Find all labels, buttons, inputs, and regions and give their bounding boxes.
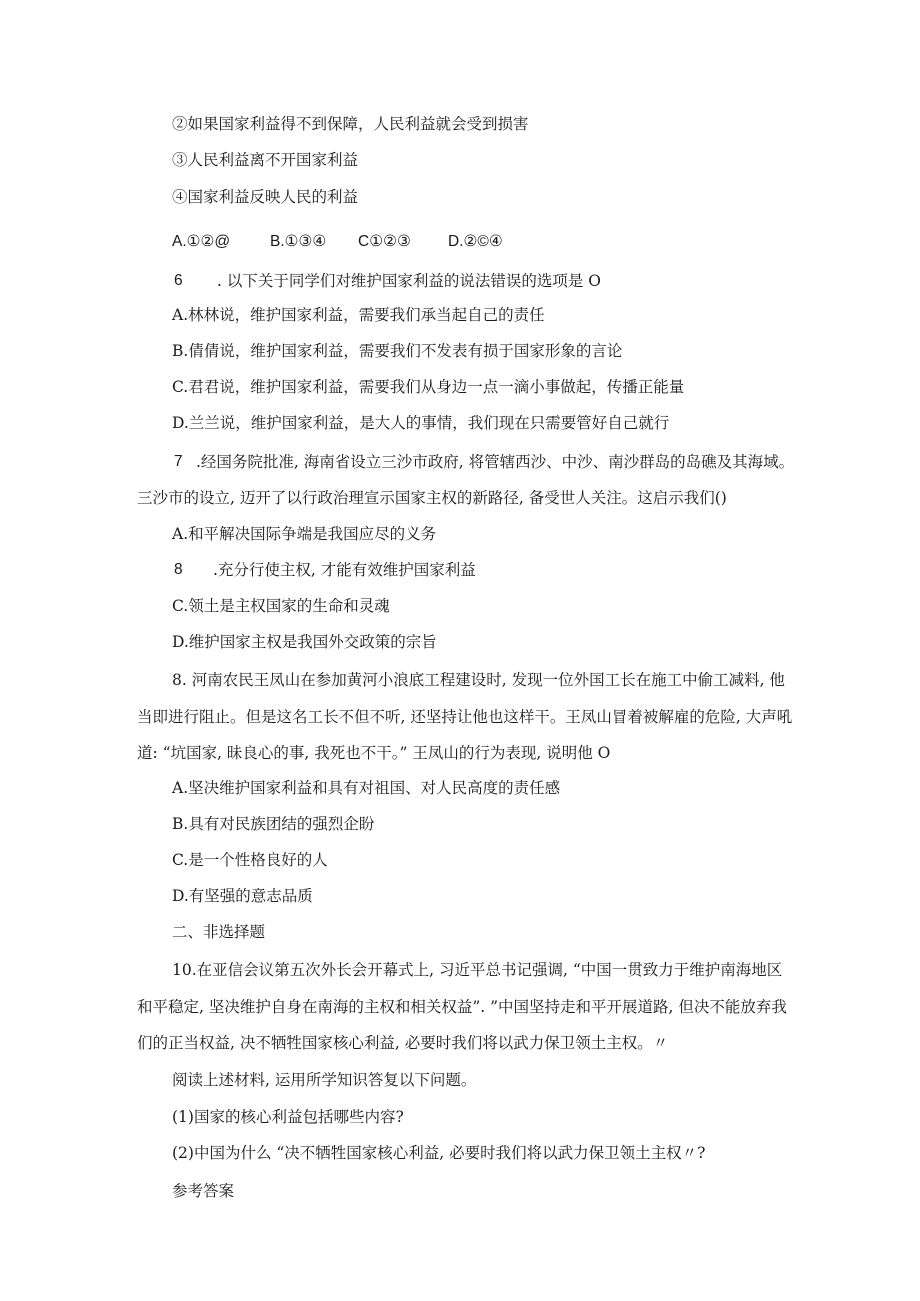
q7-number: 7 [174,453,183,470]
q5-option-a: A.①②@ [172,233,231,250]
q6-option-d: D.兰兰说，维护国家利益，是大人的事情，我们现在只需要管好自己就行 [172,414,670,432]
q8-option-d: D.有坚强的意志品质 [172,887,313,905]
q6-option-b: B.倩倩说，维护国家利益，需要我们不发表有损于国家形象的言论 [172,342,623,360]
q7-option-d: D.维护国家主权是我国外交政策的宗旨 [172,633,437,651]
q7-option-b-number: 8 [174,561,183,578]
q8-stem-line1: 8. 河南农民王凤山在参加黄河小浪底工程建设时, 发现一位外国工长在施工中偷工减料, 他 [172,671,785,689]
q6-stem: . 以下关于同学们对维护国家利益的说法错误的选项是 O [217,272,601,290]
section-heading-non-choice: 二、非选择题 [172,923,266,941]
item-2: ②如果国家利益得不到保障，人民利益就会受到损害 [172,115,529,133]
q8-option-c: C.是一个性格良好的人 [172,851,328,869]
q5-option-c: C①②③ [358,233,411,250]
q8-stem-line2: 当即进行阻止。但是这名工长不但不听, 还坚持让他也这样干。王凤山冒着被解雇的危险, 大声吼 [137,708,793,726]
q5-option-b: B.①③④ [270,233,327,250]
q10-subquestion-2: (2)中国为什么 “决不牺牲国家核心利益, 必要时我们将以武力保卫领土主权〃? [172,1144,706,1162]
answer-heading: 参考答案 [172,1182,235,1200]
q7-stem-line2: 三沙市的设立, 迈开了以行政治理宣示国家主权的新路径, 备受世人关注。这启示我们() [137,489,727,507]
q6-number: 6 [174,272,183,289]
q10-instruction: 阅读上述材料, 运用所学知识答复以下问题。 [172,1071,477,1089]
q7-option-b: .充分行使主权, 才能有效维护国家利益 [213,561,476,579]
q6-option-c: C.君君说，维护国家利益，需要我们从身边一点一滴小事做起，传播正能量 [172,378,685,396]
q10-subquestion-1: (1)国家的核心利益包括哪些内容? [172,1108,404,1126]
q5-option-d: D.②©④ [448,233,503,250]
item-4: ④国家利益反映人民的利益 [172,188,359,206]
q8-option-b: B.具有对民族团结的强烈企盼 [172,815,375,833]
q6-option-a: A.林林说，维护国家利益，需要我们承当起自己的责任 [172,306,545,324]
q7-option-a: A.和平解决国际争端是我国应尽的义务 [172,525,437,543]
q10-stem-line1: 10.在亚信会议第五次外长会开幕式上, 习近平总书记强调, “中国一贯致力于维护南海地区 [172,961,783,979]
q7-option-c: C.领土是主权国家的生命和灵魂 [172,597,390,615]
q7-stem-line1: .经国务院批准, 海南省设立三沙市政府, 将管辖西沙、中沙、南沙群岛的岛礁及其海域。 [196,453,795,471]
q8-stem-line3: 道: “坑国家, 昧良心的事, 我死也不干。” 王凤山的行为表现, 说明他 O [137,744,611,762]
q8-option-a: A.坚决维护国家利益和具有对祖国、对人民高度的责任感 [172,779,561,797]
q10-stem-line2: 和平稳定, 坚决维护自身在南海的主权和相关权益”. ”中国坚持走和平开展道路, 但决不能放弃我 [137,998,787,1016]
q10-stem-line3: 们的正当权益, 决不牺牲国家核心利益, 必要时我们将以武力保卫领土主权。〃 [137,1034,669,1052]
item-3: ③人民利益离不开国家利益 [172,151,359,169]
